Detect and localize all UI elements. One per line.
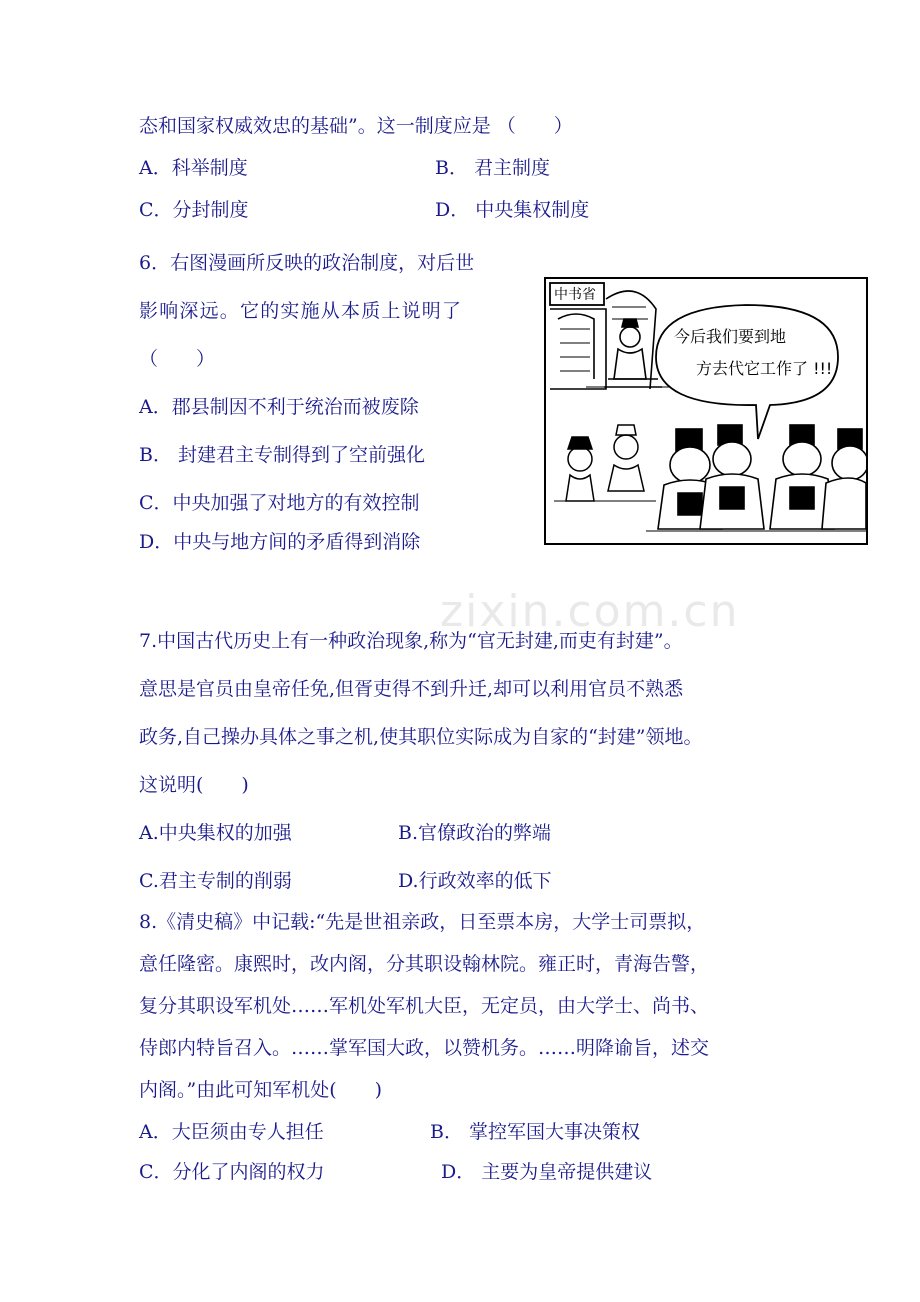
- q5-option-a: A．科举制度: [139, 157, 248, 179]
- q8-option-c: C．分化了内阁的权力: [139, 1161, 325, 1183]
- political-cartoon: [544, 277, 868, 545]
- q6-stem-line-3: （ ）: [139, 348, 216, 370]
- watermark: zixin.com.cn: [440, 586, 740, 637]
- q6-stem-line-1: 6．右图漫画所反映的政治制度，对后世: [139, 252, 475, 274]
- q7-stem-line-1: 7.中国古代历史上有一种政治现象,称为“官无封建,而吏有封建”。: [139, 630, 683, 652]
- q7-option-a: A.中央集权的加强: [139, 822, 292, 844]
- q8-stem-line-2: 意任隆密。康熙时，改内阁，分其职设翰林院。雍正时，青海告警，: [139, 953, 710, 975]
- q7-option-c: C.君主专制的削弱: [139, 870, 292, 892]
- q5-option-b: B． 君主制度: [435, 157, 551, 179]
- q7-option-d: D.行政效率的低下: [398, 870, 552, 892]
- q8-option-a: A．大臣须由专人担任: [139, 1121, 324, 1143]
- q6-stem-line-2: 影响深远。它的实施从本质上说明了: [139, 300, 463, 322]
- official-2: [700, 425, 764, 529]
- q7-stem-line-3: 政务,自己操办具体之事之机,使其职位实际成为自家的“封建”领地。: [139, 726, 703, 748]
- q5-option-c: C．分封制度: [139, 199, 249, 221]
- q5-stem-tail: 态和国家权威效忠的基础”。这一制度应是 （ ）: [139, 115, 573, 137]
- speech-bubble-line-1: 今后我们要到地: [674, 327, 787, 346]
- q6-option-b: B． 封建君主专制得到了空前强化: [139, 444, 426, 466]
- q7-option-b: B.官僚政治的弊端: [398, 822, 552, 844]
- q8-stem-line-4: 侍郎内特旨召入。……掌军国大政，以赞机务。……明降谕旨，述交: [139, 1037, 710, 1059]
- q8-option-b: B． 掌控军国大事决策权: [430, 1121, 641, 1143]
- q6-option-c: C．中央加强了对地方的有效控制: [139, 492, 420, 514]
- q8-stem-line-1: 8.《清史稿》中记载:“先是世祖亲政，日至票本房，大学士司票拟，: [139, 911, 706, 933]
- q6-option-d: D．中央与地方间的矛盾得到消除: [139, 531, 421, 553]
- q7-stem-line-2: 意思是官员由皇帝任免,但胥吏得不到升迁,却可以利用官员不熟悉: [139, 678, 684, 700]
- speech-bubble-line-2: 方去代它工作了 !!!: [696, 359, 833, 378]
- cartoon-sign: 中书省: [554, 287, 596, 303]
- q6-option-a: A．郡县制因不利于统治而被废除: [139, 396, 419, 418]
- cartoon-drawing: [546, 279, 866, 543]
- q8-option-d: D． 主要为皇帝提供建议: [441, 1161, 653, 1183]
- q8-stem-line-3: 复分其职设军机处……军机处军机大臣，无定员，由大学士、尚书、: [139, 995, 710, 1017]
- q5-option-d: D． 中央集权制度: [435, 199, 590, 221]
- q7-stem-line-4: 这说明( ): [139, 774, 249, 796]
- q8-stem-line-5: 内阁。”由此可知军机处( ): [139, 1079, 383, 1101]
